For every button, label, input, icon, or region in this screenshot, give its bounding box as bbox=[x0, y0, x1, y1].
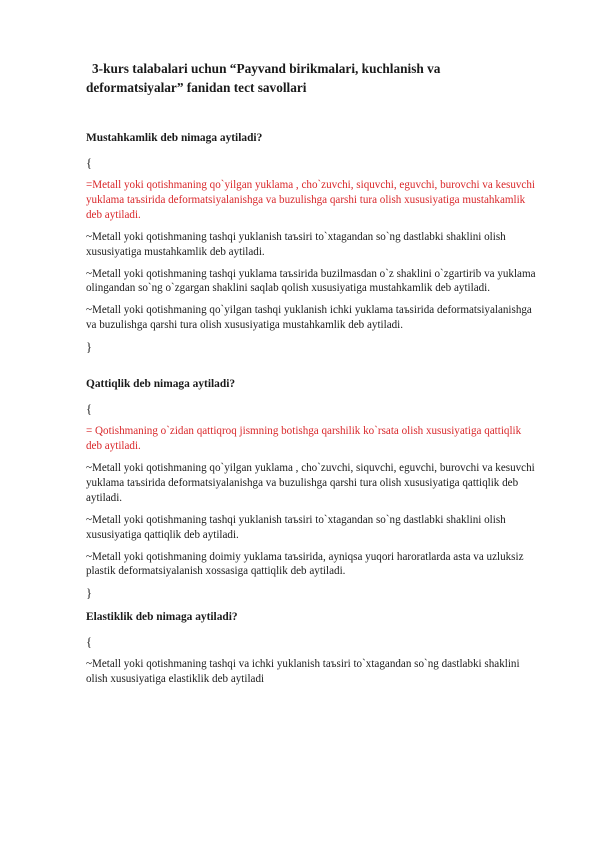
answer-option: ~Metall yoki qotishmaning tashqi yuklanish taъsiri to`xtagandan so`ng dastlabki shaklini olish xususiyatiga qattiqlik deb aytiladi. bbox=[86, 513, 506, 541]
close-brace: } bbox=[86, 586, 92, 601]
answer-option: ~Metall yoki qotishmaning doimiy yuklama taъsirida, ayniqsa yuqori haroratlarda asta va uzluksiz plastik deformatsiyalanish xossasiga qattiqlik deb aytiladi. bbox=[86, 550, 524, 578]
question-block-2 bbox=[86, 377, 538, 601]
open-brace: { bbox=[86, 635, 92, 650]
title-line-1: 3-kurs talabalari uchun “Payvand birikmalari, kuchlanish va bbox=[92, 61, 441, 76]
question-block-1 bbox=[86, 131, 538, 355]
open-brace: { bbox=[86, 156, 92, 170]
answer-option-correct: =Metall yoki qotishmaning qo`yilgan yuklama , cho`zuvchi, siquvchi, eguvchi, burovchi va kesuvchi yuklama taъsirida deformatsiyalanishga va buzulishga qarshi tura olish xususiyatiga mustahkamlik deb aytiladi. bbox=[86, 179, 535, 221]
title-line-2: deformatsiyalar” fanidan tect savollari bbox=[86, 79, 307, 95]
answer-option: ~Metall yoki qotishmaning qo`yilgan tashqi yuklanish ichki yuklama taъsirida deformatsiyalanishga va buzulishga qarshi tura olish xususiyatiga mustahkamlik deb aytiladi. bbox=[86, 304, 532, 332]
document-title bbox=[86, 60, 538, 97]
open-brace: { bbox=[86, 402, 92, 417]
question-text: Qattiqlik deb nimaga aytiladi? bbox=[86, 378, 236, 391]
answer-option-correct: = Qotishmaning o`zidan qattiqroq jismning botishga qarshilik ko`rsata olish xususiyatiga qattiqlik deb aytiladi. bbox=[86, 425, 522, 453]
answer-option: ~Metall yoki qotishmaning tashqi yuklama taъsirida buzilmasdan o`z shaklini o`zgartirib va yuklama olingandan so`ng o`zgargan shaklini saqlab qolish xususiyatiga mustahkamlik deb aytiladi. bbox=[86, 267, 536, 295]
question-text: Mustahkamlik deb nimaga aytiladi? bbox=[86, 132, 263, 144]
answer-option: ~Metall yoki qotishmaning tashqi yuklanish taъsiri to`xtagandan so`ng dastlabki shaklini olish xususiyatiga mustahkamlik deb aytiladi. bbox=[86, 230, 506, 258]
answer-option: ~Metall yoki qotishmaning qo`yilgan yuklama , cho`zuvchi, siquvchi, eguvchi, burovchi va kesuvchi yuklama taъsirida deformatsiyalanishga va buzulishga qarshi tura olish xususiyatiga qattiqlik deb aytiladi. bbox=[86, 461, 535, 504]
question-block-3 bbox=[86, 610, 538, 687]
close-brace: } bbox=[86, 340, 92, 355]
answer-option: ~Metall yoki qotishmaning tashqi va ichki yuklanish taъsiri to`xtagandan so`ng dastlabki shaklini olish xususiyatiga elastiklik deb aytiladi bbox=[86, 658, 520, 686]
question-text: Elastiklik deb nimaga aytiladi? bbox=[86, 611, 238, 624]
